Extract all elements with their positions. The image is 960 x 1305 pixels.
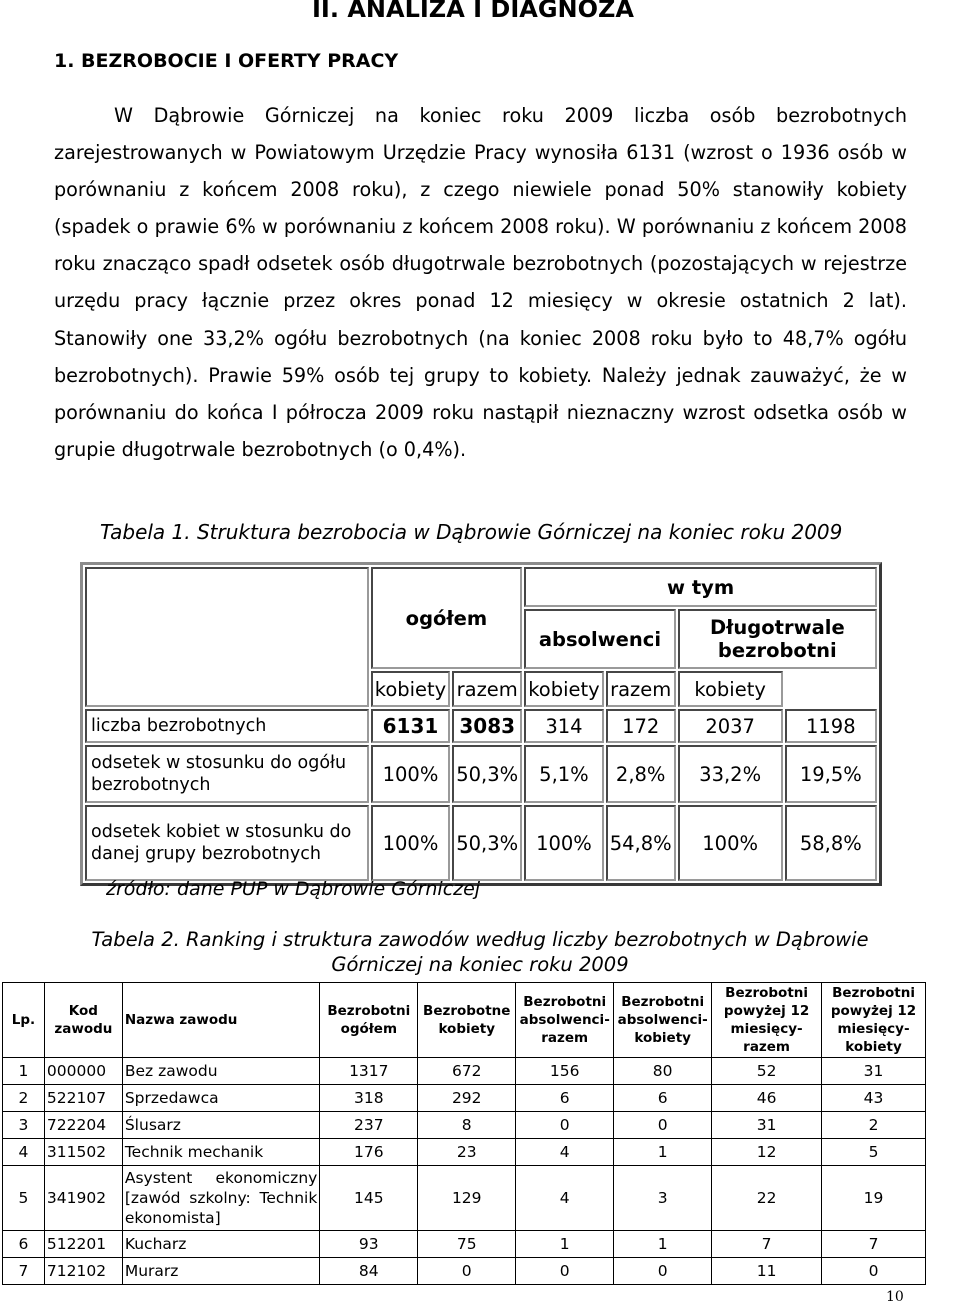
table2-cell: 145 [320, 1166, 418, 1231]
table2-cell: 2 [822, 1112, 926, 1139]
table-row [3, 1112, 926, 1139]
table1-source: źródło: dane PUP w Dąbrowie Górniczej [106, 878, 481, 900]
table1-header-ogolem: ogółem [371, 567, 522, 669]
table-row [3, 1085, 926, 1112]
table1-row-label: liczba bezrobotnych [85, 709, 369, 743]
table2-cell-nazwa: Technik mechanik [122, 1139, 319, 1166]
table2-cell: 1 [614, 1231, 712, 1258]
table2-cell: 31 [822, 1058, 926, 1085]
table2-cell-lp: 6 [3, 1231, 45, 1258]
table1-cell: 5,1% [524, 745, 604, 803]
table2-header: Bezrobotni powyżej 12 miesięcy-razem [712, 983, 822, 1058]
table-row [3, 1258, 926, 1285]
table1-cell: 2,8% [606, 745, 676, 803]
table2-cell: 80 [614, 1058, 712, 1085]
table1 [80, 562, 882, 886]
table2-cell: 1317 [320, 1058, 418, 1085]
table2-cell-nazwa: Murarz [122, 1258, 319, 1285]
table2-cell-kod: 000000 [44, 1058, 122, 1085]
section-heading: 1. BEZROBOCIE I OFERTY PRACY [54, 50, 399, 72]
table2-cell: 318 [320, 1085, 418, 1112]
table-row [3, 1231, 926, 1258]
table2-cell-lp: 4 [3, 1139, 45, 1166]
table2-cell-nazwa: Sprzedawca [122, 1085, 319, 1112]
table2-cell-lp: 7 [3, 1258, 45, 1285]
table2-cell-lp: 2 [3, 1085, 45, 1112]
table1-subheader: razem [606, 671, 676, 707]
table2-cell: 52 [712, 1058, 822, 1085]
table1-corner-cell [85, 567, 369, 707]
table2-cell: 0 [516, 1112, 614, 1139]
table1-subheader: kobiety [371, 671, 451, 707]
table1-row [85, 709, 877, 743]
table2-cell: 3 [614, 1166, 712, 1231]
table2-cell: 7 [822, 1231, 926, 1258]
table1-cell: 100% [371, 745, 451, 803]
table2-cell: 31 [712, 1112, 822, 1139]
table2-cell: 0 [516, 1258, 614, 1285]
body-paragraph: W Dąbrowie Górniczej na koniec roku 2009 liczba osób bezrobotnych zarejestrowanych w Powiatowym Urzędzie Pracy wynosiła 6131 (wzrost o 1936 osób w porównaniu z końcem 2008 roku), z czego niewiele ponad 50% stanowiły kobiety (spadek o prawie 6% w porównaniu z końcem 2008 roku). W porównaniu z końcem 2008 roku znacząco spadł odsetek osób długotrwale bezrobotnych (pozostających w rejestrze urzędu pracy łącznie przez okres ponad 12 miesięcy w okresie ostatnich 2 lat). Stanowiły one 33,2% ogółu bezrobotnych (na koniec 2008 roku było to 48,7% ogółu bezrobotnych). Prawie 59% osób tej grupy to kobiety. Należy jednak zauważyć, że w porównaniu do końca I półrocza 2009 roku nastąpił nieznaczny wzrost odsetka osób w grupie długotrwale bezrobotnych (o 0,4%). [54, 104, 907, 461]
table2-cell: 156 [516, 1058, 614, 1085]
table1-cell: 54,8% [606, 805, 676, 881]
table1-subheader: razem [452, 671, 522, 707]
table1-row-label: odsetek w stosunku do ogółu bezrobotnych [85, 745, 369, 803]
table1-row [85, 805, 877, 881]
table2-header-lp: Lp. [3, 983, 45, 1058]
table2-header-kod: Kod zawodu [44, 983, 122, 1058]
table2-cell: 292 [418, 1085, 516, 1112]
table-row [3, 1166, 926, 1231]
table2-cell: 0 [614, 1258, 712, 1285]
table2-header: Bezrobotni absolwenci-kobiety [614, 983, 712, 1058]
table-row [3, 1058, 926, 1085]
table2-cell: 19 [822, 1166, 926, 1231]
table2 [2, 982, 926, 1285]
table1-row-label: odsetek kobiet w stosunku do danej grupy bezrobotnych [85, 805, 369, 881]
table2-cell: 22 [712, 1166, 822, 1231]
table2-cell: 7 [712, 1231, 822, 1258]
table2-cell: 93 [320, 1231, 418, 1258]
table1-cell: 19,5% [785, 745, 877, 803]
table1-cell: 6131 [371, 709, 451, 743]
table2-cell-kod: 311502 [44, 1139, 122, 1166]
table2-cell-kod: 712102 [44, 1258, 122, 1285]
table2-cell: 8 [418, 1112, 516, 1139]
table2-cell: 12 [712, 1139, 822, 1166]
table1-header-absolwenci: absolwenci [524, 609, 675, 669]
table2-cell: 43 [822, 1085, 926, 1112]
table2-cell: 672 [418, 1058, 516, 1085]
table2-cell: 176 [320, 1139, 418, 1166]
table2-header: Bezrobotne kobiety [418, 983, 516, 1058]
table2-cell-kod: 522107 [44, 1085, 122, 1112]
table2-cell: 0 [614, 1112, 712, 1139]
table2-cell: 4 [516, 1166, 614, 1231]
table1-caption: Tabela 1. Struktura bezrobocia w Dąbrowie Górniczej na koniec roku 2009 [100, 520, 843, 544]
table1-cell: 50,3% [452, 745, 522, 803]
table2-cell: 6 [516, 1085, 614, 1112]
table2-cell-nazwa: Bez zawodu [122, 1058, 319, 1085]
table2-cell: 0 [822, 1258, 926, 1285]
table1-cell: 3083 [452, 709, 522, 743]
table2-cell: 75 [418, 1231, 516, 1258]
table2-cell: 6 [614, 1085, 712, 1112]
table2-cell: 1 [614, 1139, 712, 1166]
table1-cell: 2037 [678, 709, 783, 743]
table2-caption: Tabela 2. Ranking i struktura zawodów według liczby bezrobotnych w Dąbrowie Górniczej na koniec roku 2009 [91, 928, 869, 976]
table1-cell: 314 [524, 709, 604, 743]
table2-cell: 46 [712, 1085, 822, 1112]
table2-cell: 237 [320, 1112, 418, 1139]
table2-cell-kod: 512201 [44, 1231, 122, 1258]
table2-cell-nazwa: Kucharz [122, 1231, 319, 1258]
table2-cell-lp: 5 [3, 1166, 45, 1231]
table1-header-wtym: w tym [524, 567, 877, 607]
table2-cell-nazwa: Asystent ekonomiczny [zawód szkolny: Technik ekonomista] [122, 1166, 319, 1231]
table2-cell-lp: 1 [3, 1058, 45, 1085]
table2-cell: 0 [418, 1258, 516, 1285]
chapter-heading: II. ANALIZA I DIAGNOZA [312, 0, 634, 23]
table-row [3, 1139, 926, 1166]
table2-header: Bezrobotni powyżej 12 miesięcy-kobiety [822, 983, 926, 1058]
table2-cell: 5 [822, 1139, 926, 1166]
table2-header-nazwa: Nazwa zawodu [122, 983, 319, 1058]
table2-cell: 4 [516, 1139, 614, 1166]
table1-subheader: kobiety [678, 671, 783, 707]
table2-cell-kod: 722204 [44, 1112, 122, 1139]
table2-cell-nazwa: Ślusarz [122, 1112, 319, 1139]
table2-cell: 84 [320, 1258, 418, 1285]
table1-cell: 33,2% [678, 745, 783, 803]
table1-cell: 1198 [785, 709, 877, 743]
table2-cell: 11 [712, 1258, 822, 1285]
table2-cell-lp: 3 [3, 1112, 45, 1139]
page-number: 10 [886, 1289, 904, 1305]
table1-cell: 100% [678, 805, 783, 881]
table2-cell: 1 [516, 1231, 614, 1258]
table2-header: Bezrobotni absolwenci-razem [516, 983, 614, 1058]
table1-cell: 58,8% [785, 805, 877, 881]
table2-header: Bezrobotni ogółem [320, 983, 418, 1058]
table2-cell-kod: 341902 [44, 1166, 122, 1231]
table2-cell: 23 [418, 1139, 516, 1166]
table1-subheader: kobiety [524, 671, 604, 707]
table1-cell: 50,3% [452, 805, 522, 881]
table1-cell: 172 [606, 709, 676, 743]
table1-cell: 100% [524, 805, 604, 881]
table1-row [85, 745, 877, 803]
table1-header-dlugotrwale: Długotrwale bezrobotni [678, 609, 877, 669]
table2-cell: 129 [418, 1166, 516, 1231]
table1-cell: 100% [371, 805, 451, 881]
